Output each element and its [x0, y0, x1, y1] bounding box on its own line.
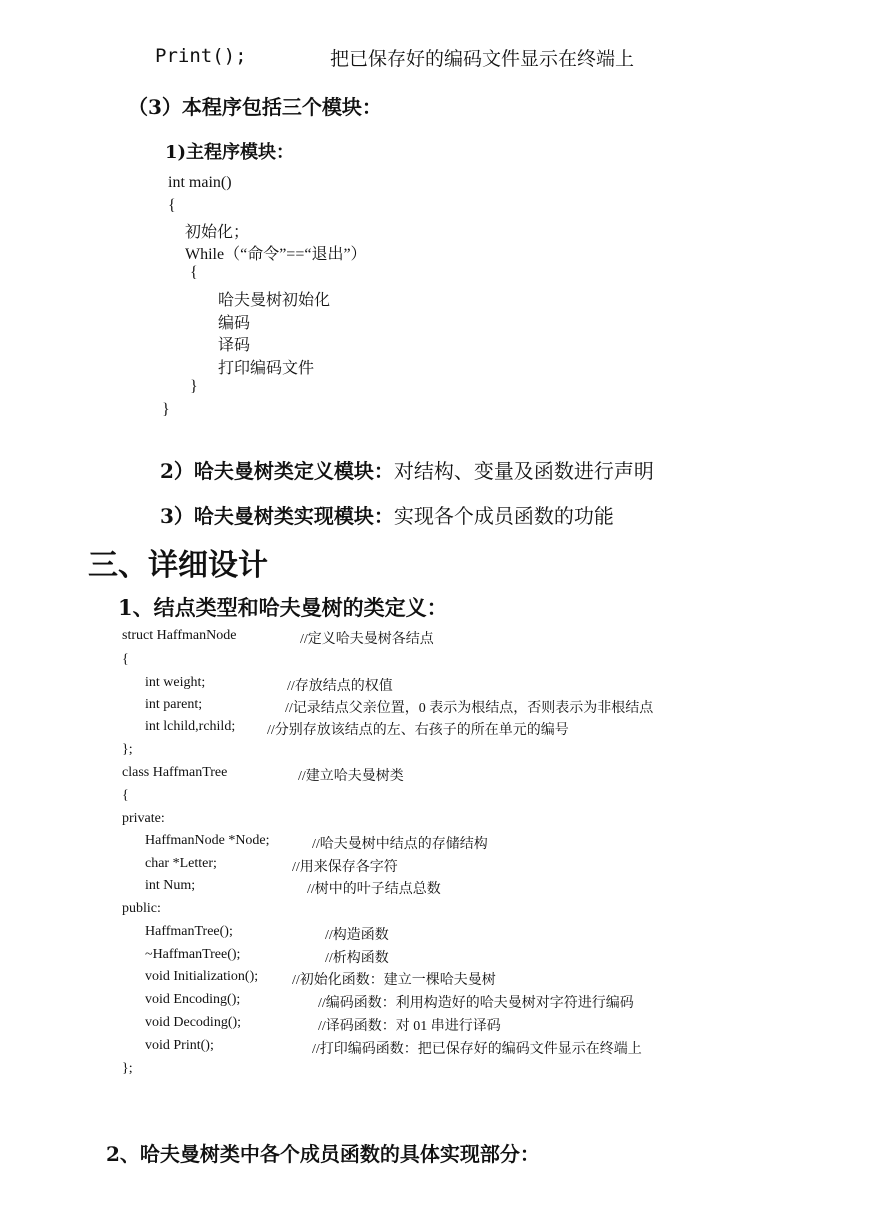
code-line: };	[122, 1061, 133, 1076]
main-code-line: int main()	[168, 174, 232, 191]
code-line: class HaffmanTree	[122, 765, 228, 780]
code-line: private:	[122, 811, 165, 826]
code-comment: //编码函数：利用构造好的哈夫曼树对字符进行编码	[318, 996, 634, 1011]
code-line: int weight;	[145, 675, 206, 690]
main-code-line: 初始化；	[185, 224, 250, 241]
main-code-line: 打印编码文件	[218, 360, 315, 377]
print-code: Print();	[155, 45, 247, 67]
main-code-line: {	[168, 197, 176, 214]
code-comment: //析构函数	[325, 951, 389, 966]
code-comment: //存放结点的权值	[287, 679, 393, 694]
module-3-line	[160, 500, 614, 529]
code-line: char *Letter;	[145, 856, 217, 871]
module-2-desc: 对结构、变量及函数进行声明	[393, 459, 654, 483]
code-comment: //初始化函数：建立一棵哈夫曼树	[292, 973, 496, 988]
section-3-sub1: 1、结点类型和哈夫曼树的类定义：	[118, 595, 448, 620]
code-line: HaffmanNode *Node;	[145, 833, 270, 848]
main-code-line: }	[162, 401, 170, 418]
code-line: void Initialization();	[145, 969, 259, 984]
code-comment: //构造函数	[325, 928, 389, 943]
code-line: int lchild,rchild;	[145, 719, 236, 734]
main-code-line: }	[190, 378, 198, 395]
main-code-line: 译码	[218, 337, 251, 354]
modules-heading: （3）本程序包括三个模块：	[128, 95, 382, 119]
code-line: };	[122, 742, 133, 757]
code-comment: //译码函数：对 01 串进行译码	[318, 1019, 501, 1034]
module-2-label: 2）哈夫曼树类定义模块：	[160, 459, 394, 483]
code-comment: //分别存放该结点的左、右孩子的所在单元的编号	[267, 723, 569, 738]
module-1-title: 1)主程序模块：	[165, 142, 295, 163]
code-line: HaffmanTree();	[145, 924, 233, 939]
code-comment: //树中的叶子结点总数	[307, 882, 441, 897]
module-2-line	[160, 455, 654, 484]
code-line: {	[122, 652, 129, 667]
main-code-line: While（“命令”==“退出”）	[185, 246, 367, 263]
code-line: public:	[122, 901, 161, 916]
code-line: struct HaffmanNode	[122, 628, 237, 643]
code-line: void Decoding();	[145, 1015, 242, 1030]
code-comment: //定义哈夫曼树各结点	[300, 632, 434, 647]
section-3-sub2: 2、哈夫曼树类中各个成员函数的具体实现部分：	[106, 1142, 540, 1166]
module-3-desc: 实现各个成员函数的功能	[393, 504, 614, 528]
code-line: ~HaffmanTree();	[145, 947, 241, 962]
code-line: int parent;	[145, 697, 203, 712]
main-code-line: {	[190, 264, 198, 281]
code-comment: //用来保存各字符	[292, 860, 398, 875]
print-desc: 把已保存好的编码文件显示在终端上	[330, 48, 635, 70]
code-comment: //建立哈夫曼树类	[298, 769, 404, 784]
code-line: {	[122, 788, 129, 803]
main-code-line: 哈夫曼树初始化	[218, 292, 331, 309]
code-line: int Num;	[145, 878, 196, 893]
module-3-label: 3）哈夫曼树类实现模块：	[160, 504, 394, 528]
code-line: void Encoding();	[145, 992, 241, 1007]
code-comment: //哈夫曼树中结点的存储结构	[312, 837, 488, 852]
code-line: void Print();	[145, 1038, 214, 1053]
section-3-title: 三、详细设计	[88, 548, 268, 583]
code-comment: //记录结点父亲位置，0 表示为根结点，否则表示为非根结点	[285, 701, 654, 716]
code-comment: //打印编码函数：把已保存好的编码文件显示在终端上	[312, 1042, 642, 1057]
main-code-line: 编码	[218, 315, 251, 332]
